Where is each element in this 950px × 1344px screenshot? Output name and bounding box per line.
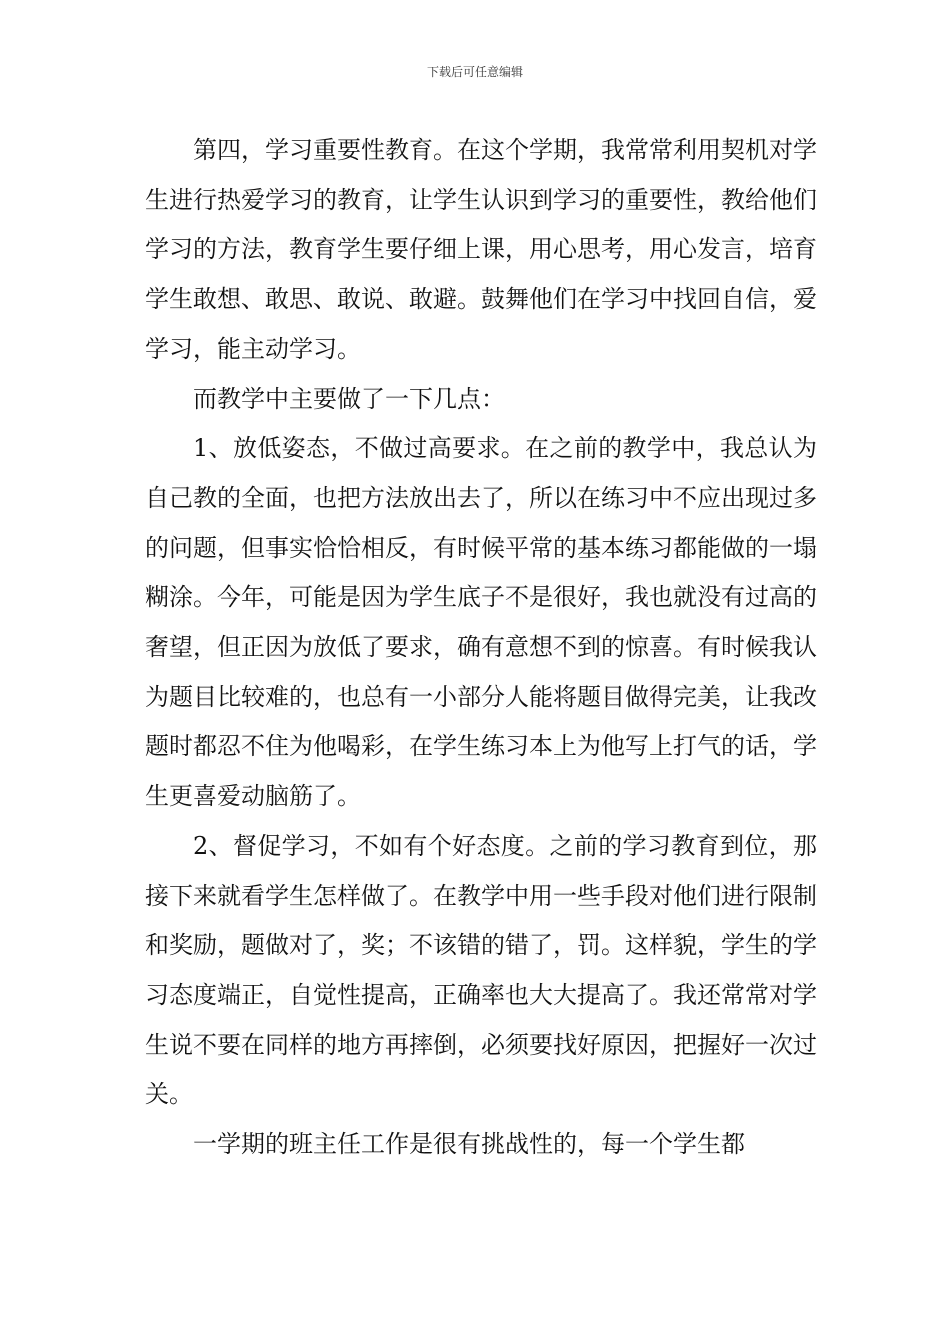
paragraph-conclusion: 一学期的班主任工作是很有挑战性的，每一个学生都 [193,1130,745,1159]
page-header-note: 下载后可任意编辑 [426,65,523,79]
paragraph-point-one: 1、放低姿态，不做过高要求。在之前的教学中，我总认为自己教的全面，也把方法放出去了，所以在练习中不应出现过多的问题，但事实恰恰相反，有时候平常的基本练习都能做的一塌糊涂。今年，可能是因为学生底子不是很好，我也就没有过高的奢望，但正因为放低了要求，确有意想不到的惊喜。有时候我认为题目比较难的，也总有一小部分人能将题目做得完美，让我改题时都忍不住为他喝彩，在学生练习本上为他写上打气的话，学生更喜爱动脑筋了。 [145,434,817,811]
document-body [145,126,817,1170]
paragraph-moral-education: 第四，学习重要性教育。在这个学期，我常常利用契机对学生进行热爱学习的教育，让学生认识到学习的重要性，教给他们学习的方法，教育学生要仔细上课，用心思考，用心发言，培育学生敢想、敢思、敢说、敢避。鼓舞他们在学习中找回自信，爱学习，能主动学习。 [145,136,817,363]
paragraph-teaching-intro: 而教学中主要做了一下几点： [193,384,505,413]
paragraph-point-two: 2、督促学习，不如有个好态度。之前的学习教育到位，那接下来就看学生怎样做了。在教学中用一些手段对他们进行限制和奖励，题做对了，奖；不该错的错了，罚。这样貌，学生的学习态度端正，自觉性提高，正确率也大大提高了。我还常常对学生说不要在同样的地方再摔倒，必须要找好原因，把握好一次过关。 [145,831,817,1109]
